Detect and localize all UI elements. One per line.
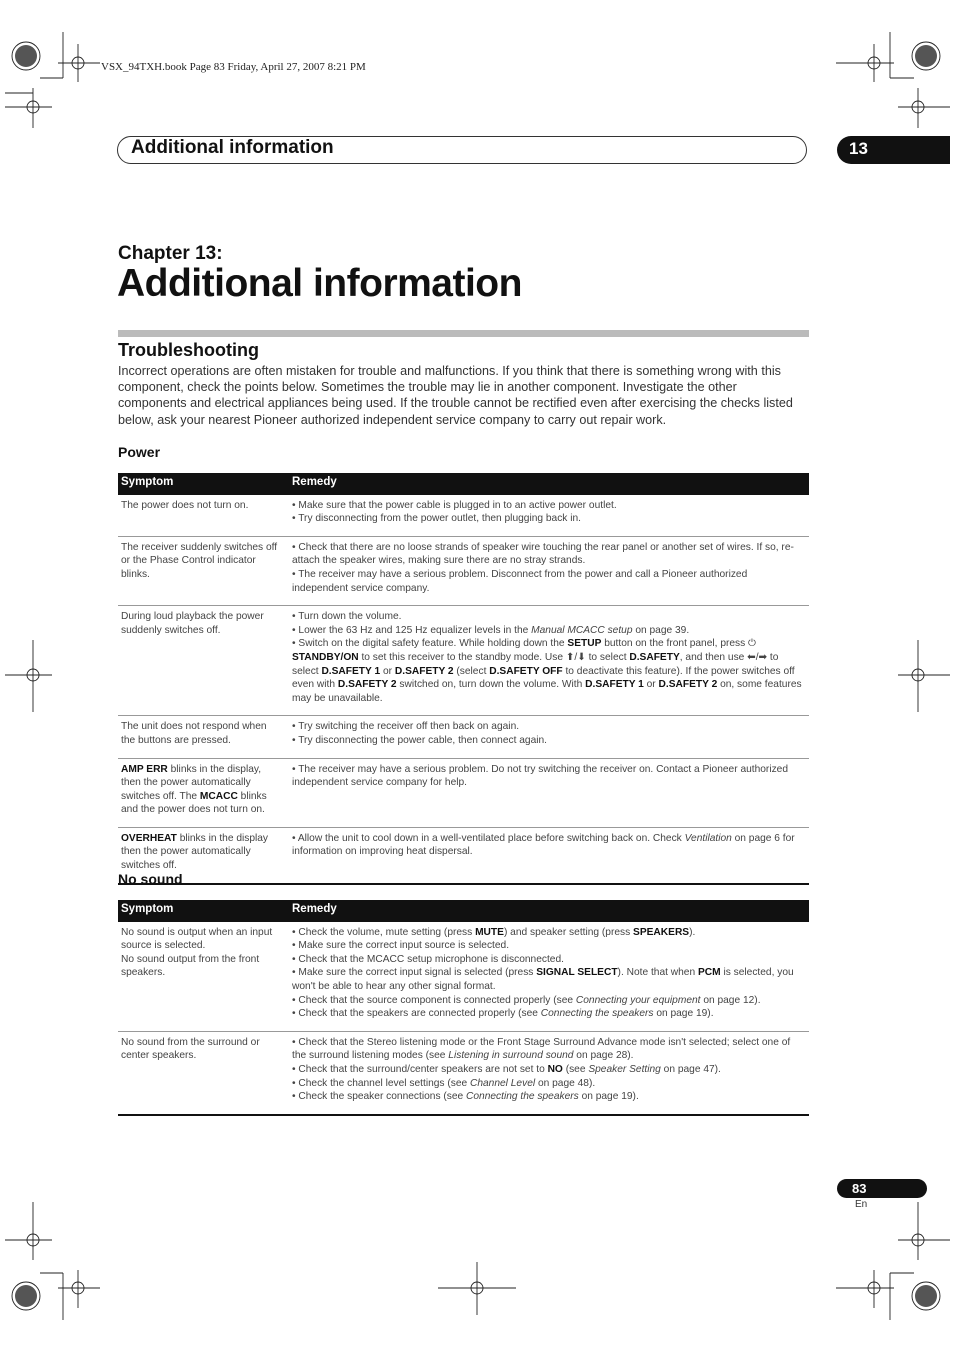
remedy-cell (289, 536, 809, 605)
print-info: VSX_94TXH.book Page 83 Friday, April 27, 2007 8:21 PM (101, 61, 366, 73)
remedy-item: • Check that the MCACC setup microphone is disconnected. (292, 953, 564, 965)
chapter-badge (837, 136, 950, 164)
remedy-text: on page 48). (535, 1077, 596, 1089)
power-table (118, 473, 809, 885)
symptom-text: No sound output from the front speakers. (121, 953, 260, 979)
button-name: SETUP (567, 638, 602, 650)
remedy-text: • Check that the source component is connected properly (see (292, 994, 576, 1006)
column-header-remedy: Remedy (289, 473, 809, 495)
remedy-cell (289, 1031, 809, 1114)
remedy-text: on page 28). (573, 1050, 634, 1062)
table-row (118, 716, 809, 758)
remedy-text: ). (689, 926, 696, 938)
symptom-cell: The unit does not respond when the buttons are pressed. (118, 716, 289, 758)
section-divider (118, 330, 809, 337)
remedy-item: • Turn down the volume. (292, 611, 402, 623)
remedy-item (292, 1063, 806, 1077)
symptom-cell: The receiver suddenly switches off or the Phase Control indicator blinks. (118, 536, 289, 605)
power-heading: Power (118, 444, 161, 460)
cross-reference: Manual MCACC setup (531, 624, 633, 636)
remedy-item (292, 1090, 806, 1104)
display-indicator: AMP ERR (121, 763, 168, 775)
remedy-text: • Check the speaker connections (see (292, 1091, 467, 1103)
remedy-text: , and then use ⬅/➡ to select (292, 651, 779, 677)
setting-name: D.SAFETY 2 (658, 679, 718, 691)
remedy-item (292, 994, 806, 1008)
symptom-cell (118, 922, 289, 1032)
symptom-text: blinks in the display then the power automatically switches off. (121, 832, 269, 872)
symptom-cell: During loud playback the power suddenly switches off. (118, 606, 289, 716)
cross-reference: Ventilation (684, 832, 732, 844)
remedy-text: ). Note that when (617, 967, 698, 979)
column-header-symptom: Symptom (118, 900, 289, 922)
table-row (118, 495, 809, 537)
chapter-number: 13 (849, 139, 868, 158)
remedy-cell (289, 716, 809, 758)
column-header-remedy: Remedy (289, 900, 809, 922)
remedy-item (292, 832, 806, 859)
remedy-cell (289, 922, 809, 1032)
remedy-text: • Allow the unit to cool down in a well-ventilated place before switching back on. Check (292, 832, 685, 844)
no-sound-heading: No sound (118, 871, 183, 887)
cross-reference: Channel Level (469, 1077, 536, 1089)
remedy-text: button on the front panel, press ⏻ (601, 638, 757, 650)
table-row (118, 1031, 809, 1114)
symptom-text: blinks in the display, then the power automatically switches off. The (121, 763, 262, 802)
remedy-text: on page 19). (578, 1091, 639, 1103)
remedy-item: • Try switching the receiver off then back on again. (292, 721, 520, 733)
remedy-cell (289, 758, 809, 827)
setting-name: D.SAFETY 2 (337, 679, 397, 691)
button-name: SPEAKERS (633, 926, 690, 938)
remedy-text: (see (562, 1063, 589, 1075)
remedy-text: • Check the channel level settings (see (292, 1077, 470, 1089)
symptom-cell: The power does not turn on. (118, 495, 289, 537)
remedy-text: switched on, turn down the volume. With (396, 679, 586, 691)
remedy-cell (289, 606, 809, 716)
cross-reference: Connecting the speakers (540, 1008, 654, 1020)
remedy-item (292, 966, 806, 993)
symptom-cell: No sound from the surround or center speakers. (118, 1031, 289, 1114)
remedy-text: • Switch on the digital safety feature. While holding down the (292, 638, 568, 650)
remedy-item: • Check that there are no loose strands of speaker wire touching the rear panel or another set of wires. If so, re-attach the speaker wires, making sure there are no stray strands. (292, 541, 794, 567)
remedy-item: • Try disconnecting from the power outlet, then plugging back in. (292, 513, 581, 525)
page-number: 83 (852, 1181, 867, 1196)
remedy-text: to deactivate this feature). If the power switches off even with (292, 665, 795, 691)
cross-reference: Listening in surround sound (448, 1050, 574, 1062)
chapter-label: Chapter 13: (118, 243, 223, 264)
remedy-item (292, 1007, 806, 1021)
setting-name: NO (547, 1063, 563, 1075)
remedy-item: • Make sure the correct input source is selected. (292, 940, 510, 952)
setting-name: D.SAFETY 2 (394, 665, 454, 677)
remedy-text: • Lower the 63 Hz and 125 Hz equalizer levels in the (292, 624, 532, 636)
table-row (118, 606, 809, 716)
remedy-text: on page 39. (632, 624, 690, 636)
setting-name: D.SAFETY OFF (489, 665, 563, 677)
button-name: MUTE (475, 926, 504, 938)
remedy-item (292, 926, 806, 940)
remedy-item: • Make sure that the power cable is plugged in to an active power outlet. (292, 499, 617, 511)
remedy-item: • The receiver may have a serious problem. Disconnect from the power and call a Pioneer authorized independent service company. (292, 568, 748, 594)
remedy-item (292, 1036, 806, 1063)
button-name: STANDBY/ON (292, 651, 359, 663)
remedy-text: • Check that the speakers are connected properly (see (292, 1008, 541, 1020)
language-code: En (855, 1199, 868, 1210)
setting-name: D.SAFETY (629, 651, 680, 663)
table-row (118, 827, 809, 883)
remedy-text: on, some features may be unavailable. (292, 679, 802, 704)
remedy-text: • Make sure the correct input signal is selected (press (292, 967, 537, 979)
header-title: Additional information (131, 137, 334, 158)
cross-reference: Connecting the speakers (466, 1091, 579, 1103)
remedy-text: ) and speaker setting (press (503, 926, 634, 938)
button-name: SIGNAL SELECT (536, 967, 618, 979)
setting-name: PCM (697, 967, 721, 979)
remedy-item: • The receiver may have a serious problem. Do not try switching the receiver on. Contact a Pioneer authorized independent service company for help. (292, 763, 789, 789)
remedy-text: on page 12). (700, 994, 761, 1006)
cross-reference: Connecting your equipment (575, 994, 701, 1006)
table-row (118, 536, 809, 605)
remedy-text: is selected, you won't be able to hear any other signal format. (292, 967, 794, 992)
remedy-item (292, 1077, 806, 1091)
symptom-cell (118, 758, 289, 827)
remedy-text: on page 47). (660, 1063, 721, 1075)
remedy-cell (289, 827, 809, 883)
remedy-text: or (643, 679, 659, 691)
remedy-item (292, 637, 806, 705)
remedy-text: • Check that the Stereo listening mode or the Front Stage Surround Advance mode isn't selected; select one of the surround listening modes (see (292, 1036, 791, 1062)
remedy-text: • Check the volume, mute setting (press (292, 926, 476, 938)
table-row (118, 922, 809, 1032)
remedy-cell (289, 495, 809, 537)
display-indicator: MCACC (199, 790, 238, 802)
page-title: Additional information (117, 262, 522, 305)
remedy-text: on page 19). (653, 1008, 714, 1020)
remedy-text: • Check that the surround/center speakers are not set to (292, 1063, 548, 1075)
symptom-text: No sound is output when an input source is selected. (121, 926, 273, 952)
remedy-text: on page 6 for information on improving heat dispersal. (292, 832, 795, 858)
remedy-text: to set this receiver to the standby mode. Use ⬆/⬇ to select (358, 651, 630, 663)
symptom-text: blinks and the power does not turn on. (121, 790, 267, 816)
section-title: Troubleshooting (118, 340, 259, 360)
column-header-symptom: Symptom (118, 473, 289, 495)
page-number-badge (837, 1179, 927, 1198)
remedy-item (292, 624, 806, 638)
table-row (118, 758, 809, 827)
cross-reference: Speaker Setting (588, 1063, 661, 1075)
remedy-text: or (380, 665, 395, 677)
intro-paragraph: Incorrect operations are often mistaken for trouble and malfunctions. If you think that there is something wrong with this component, check the points below. Sometimes the trouble may lie in another component. Investigate the other components and electrical appliances being used. If the trouble cannot be rectified even after exercising the checks listed below, ask your nearest Pioneer authorized independent service company to carry out repair work. (118, 364, 793, 427)
setting-name: D.SAFETY 1 (585, 679, 644, 691)
no-sound-table (118, 900, 809, 1116)
display-indicator: OVERHEAT (121, 832, 177, 844)
remedy-text: (select (453, 665, 490, 677)
remedy-item: • Try disconnecting the power cable, then connect again. (292, 734, 548, 746)
setting-name: D.SAFETY 1 (321, 665, 381, 677)
